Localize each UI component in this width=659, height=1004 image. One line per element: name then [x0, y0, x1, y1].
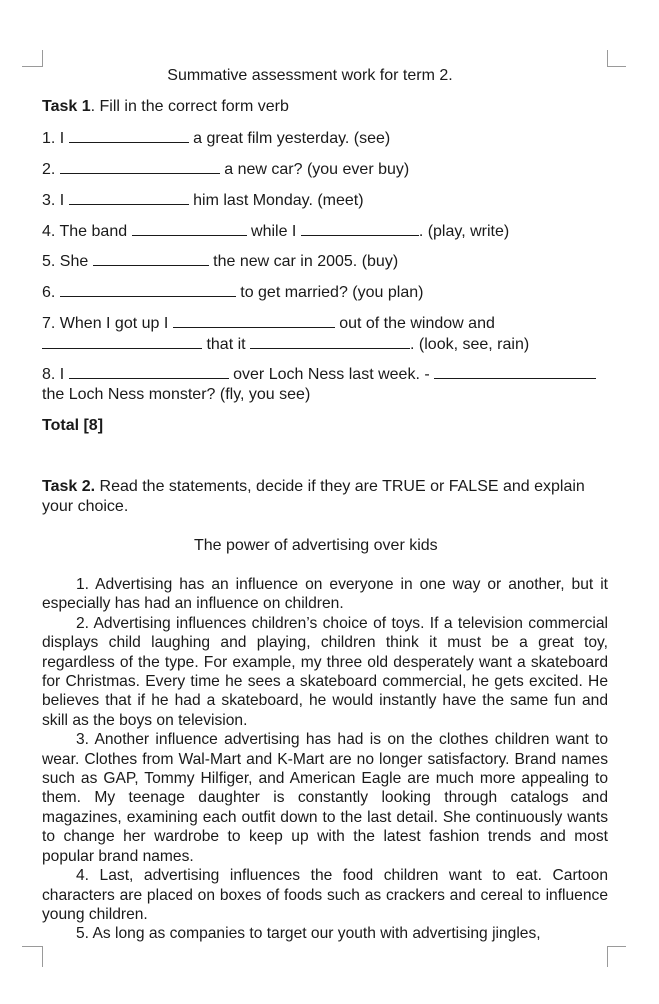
- task1-item-7-continued: that it . (look, see, rain): [42, 334, 529, 355]
- answer-blank: [69, 190, 189, 205]
- task1-item-7: 7. When I got up I out of the window and: [42, 315, 495, 332]
- document-title: Summative assessment work for term 2.: [167, 67, 453, 84]
- passage-paragraph-3: 3. Another influence advertising has had is on the clothes children want to wear. Clothes from Wal-Mart and K-Mart are no longer satisfactory. Brand names such as GAP, Tommy Hilfiger, and American Eagle are much more appealing to them. My teenage daughter is constantly looking through catalogs and magazines, examining each outfit down to the last detail. She continuously wants to change her wardrobe to keep up with the latest fashion trends and most popular brand names.: [42, 731, 608, 865]
- task1-instruction: . Fill in the correct form verb: [90, 98, 289, 115]
- answer-blank: [60, 159, 220, 174]
- page-corner-mark-top-right: [607, 50, 626, 67]
- task1-item-4: 4. The band while I . (play, write): [42, 223, 510, 240]
- task2-label: Task 2.: [42, 478, 96, 495]
- answer-blank: [250, 334, 410, 349]
- task2-instruction: Read the statements, decide if they are TRUE or FALSE and explain: [95, 478, 585, 495]
- page-corner-mark-bottom-left: [22, 946, 43, 967]
- task1-item-6: 6. to get married? (you plan): [42, 284, 424, 301]
- task1-item-1: 1. I a great film yesterday. (see): [42, 130, 391, 147]
- passage-body: [42, 575, 608, 944]
- task1-item-3: 3. I him last Monday. (meet): [42, 192, 364, 209]
- task2-instruction-line2: your choice.: [42, 498, 129, 515]
- task2-header: [42, 477, 585, 497]
- task1-item-8-continued: the Loch Ness monster? (fly, you see): [42, 386, 311, 403]
- page-corner-mark-top-left: [22, 50, 43, 67]
- passage-paragraph-5: 5. As long as companies to target our youth with advertising jingles,: [76, 925, 541, 943]
- answer-blank: [434, 364, 596, 379]
- answer-blank: [69, 128, 189, 143]
- task1-item-2: 2. a new car? (you ever buy): [42, 161, 410, 178]
- page-corner-mark-bottom-right: [607, 946, 626, 967]
- answer-blank: [93, 251, 209, 266]
- answer-blank: [42, 334, 202, 349]
- passage-paragraph-1: 1. Advertising has an influence on everyone in one way or another, but it especially has had an influence on children.: [42, 576, 608, 613]
- passage-heading: The power of advertising over kids: [194, 537, 438, 554]
- task1-total: Total [8]: [42, 417, 104, 434]
- answer-blank: [173, 313, 335, 328]
- passage-paragraph-2: 2. Advertising influences children’s choice of toys. If a television commercial displays child laughing and playing, children think it must be a great toy, regardless of the type. For example, my three old desperately want a skateboard for Christmas. Every time he sees a skateboard commercial, he gets excited. He believes that if he had a skateboard, he would instantly have the same fun and skill as the boys on television.: [42, 614, 608, 729]
- task1-header: [42, 97, 289, 117]
- task1-item-8: 8. I over Loch Ness last week. -: [42, 364, 596, 385]
- answer-blank: [301, 221, 419, 236]
- passage-paragraph-4: 4. Last, advertising influences the food children want to eat. Cartoon characters are placed on boxes of foods such as crackers and cereal to influence young children.: [42, 867, 608, 923]
- answer-blank: [69, 364, 229, 379]
- task1-item-5: 5. She the new car in 2005. (buy): [42, 253, 399, 270]
- answer-blank: [132, 221, 247, 236]
- answer-blank: [60, 282, 236, 297]
- task1-label: Task 1: [42, 98, 91, 115]
